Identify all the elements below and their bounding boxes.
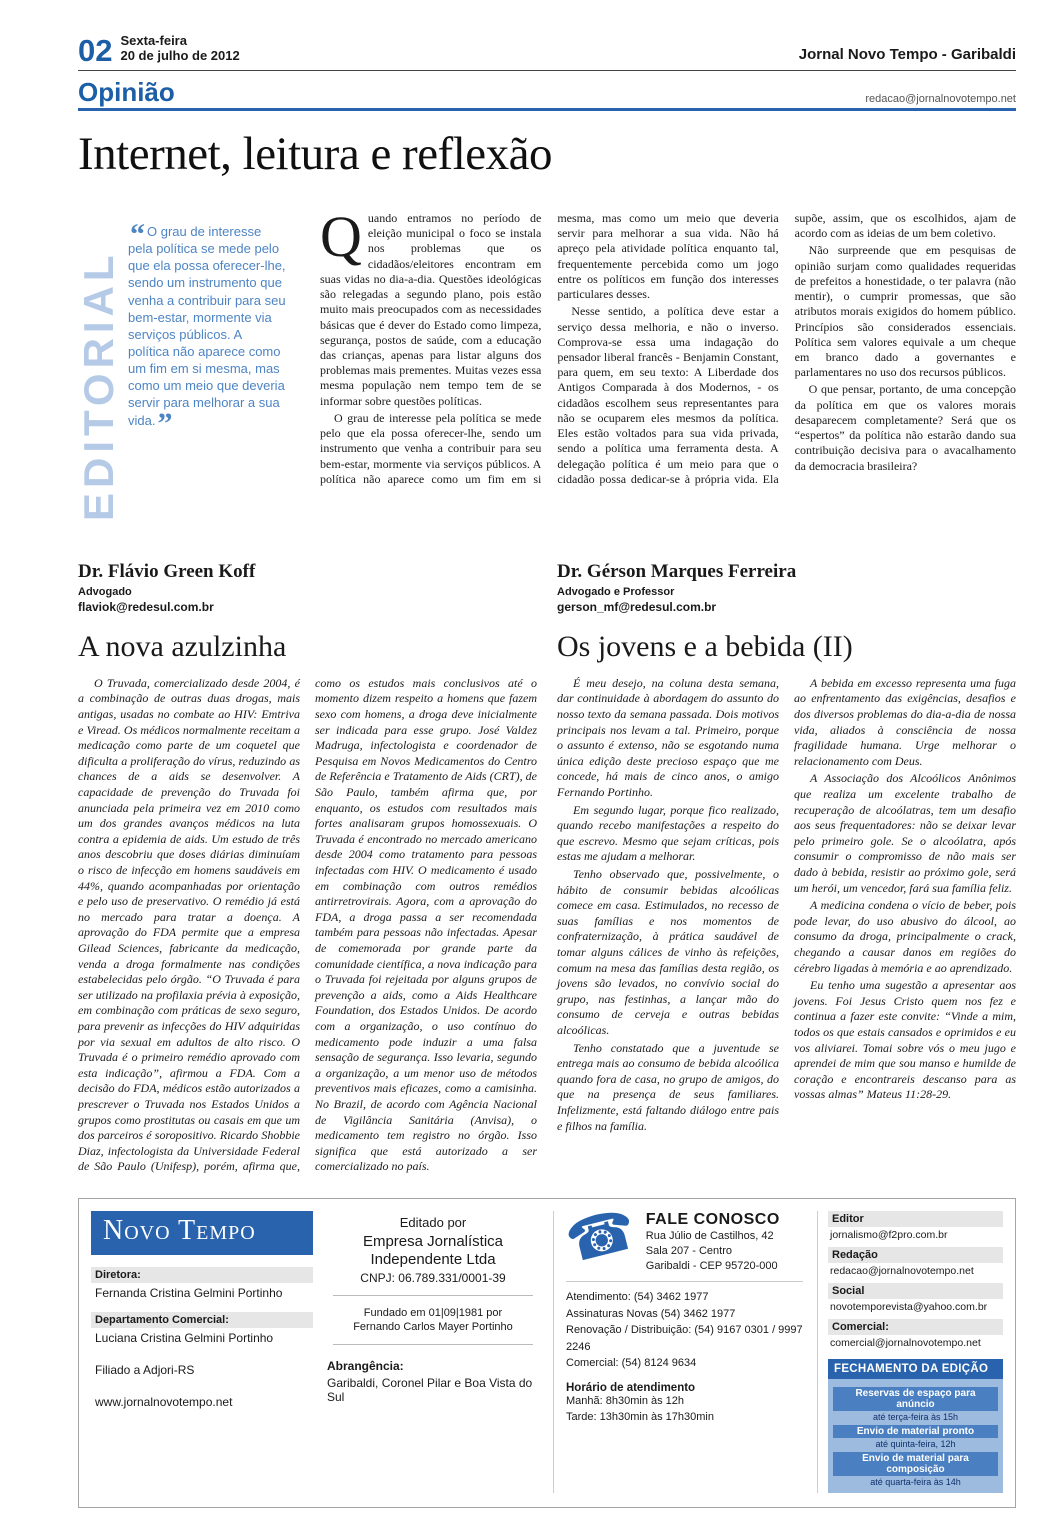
- editorial-paragraph: O que pensar, portanto, de uma concepção da política em que os valores morais desaparecem completamente? Será que os “espertos” da política não estarão dando sua contribuição decisiva para o avacalhamento da democracia brasileira?: [794, 382, 1016, 473]
- editorial-sidebar: [75, 211, 300, 521]
- divider: [333, 1295, 533, 1296]
- colophon-brand-column: [91, 1211, 313, 1493]
- hours-line: Manhã: 8h30min às 12h: [566, 1394, 685, 1407]
- author-email: flaviok@redesul.com.br: [78, 599, 214, 614]
- commercial-dept-name: Luciana Cristina Gelmini Portinho: [95, 1330, 274, 1345]
- email-address: redacao@jornalnovotempo.net: [830, 1264, 974, 1277]
- masthead-left: [78, 32, 240, 68]
- email-entry: [828, 1211, 1003, 1241]
- author-role: Advogado e Professor: [557, 585, 675, 598]
- article-paragraph: A medicina condena o vício de beber, pois pode levar, do uso abusivo do álcool, ao consumo da droga, principalmente o crack, chegando a causar danos em regiões do cérebro ligadas à memória e ao aprendizado.: [794, 898, 1016, 975]
- editorial-pull-quote: [128, 211, 286, 521]
- contact-title-address: [646, 1211, 780, 1274]
- email-entry: [828, 1247, 1003, 1277]
- editorial-paragraph: Não surpreende que em pesquisas de opinião surjam como qualidades requeridas de prefeitos a honestidade, o ter palavra (não mentir), o cumprir promessas, que são atributos morais exigidos do homem público. Princípios são considerados essenciais. Política sem valores equivale a um cheque em branco dado a governantes e parlamentares no uso dos recursos públicos.: [794, 243, 1016, 380]
- author-email: gerson_mf@redesul.com.br: [557, 599, 717, 614]
- weekday: Sexta-feira: [120, 33, 187, 48]
- phone-line: Assinaturas Novas (54) 3462 1977: [566, 1307, 736, 1320]
- closing-deadline: até quarta-feira às 14h: [870, 1476, 961, 1487]
- novo-tempo-logo: Novo Tempo: [91, 1211, 313, 1255]
- date-block: [120, 34, 239, 65]
- article-body: [557, 676, 1016, 1134]
- section-email: redacao@jornalnovotempo.net: [865, 92, 1016, 105]
- article-a-nova-azulzinha: [78, 561, 537, 1176]
- issue-date: 20 de julho de 2012: [120, 47, 240, 63]
- colophon-emails-column: [817, 1211, 1003, 1493]
- email-address: jornalismo@f2pro.com.br: [830, 1228, 948, 1241]
- coverage-area: Garibaldi, Coronel Pilar e Boa Vista do Sul: [327, 1376, 533, 1405]
- quote-mark-open-icon: “: [130, 217, 145, 251]
- pull-quote-text: O grau de interesse pela política se mede pelo que ela possa oferecer-lhe, sendo um instrumento que venha a contribuir para seu bem-estar, mormente via serviços públicos. A política não aparece como um fim em si mesma, mas como um meio que deveria servir para melhorar a sua vida.: [128, 223, 286, 428]
- email-address: comercial@jornalnovotempo.net: [830, 1336, 981, 1349]
- article-paragraph: Tenho constatado que a juventude se entrega mais ao consumo de bebida alcoólica quando fora de casa, no grupo de amigos, do que na presença de seus familiares. Infelizmente, está faltando diálogo entre pais e filhos na família.: [557, 1040, 779, 1133]
- editorial-section: [75, 203, 1016, 521]
- closing-rule: Reservas de espaço para anúncio: [833, 1387, 998, 1411]
- section-title: Opinião: [78, 76, 175, 107]
- editorial-body: [320, 203, 1016, 521]
- address-line: Rua Júlio de Castilhos, 42: [645, 1229, 774, 1242]
- closing-title: FECHAMENTO DA EDIÇÃO: [828, 1359, 1003, 1379]
- articles-row: [78, 561, 1016, 1176]
- article-headline: Os jovens e a bebida (II): [557, 629, 853, 663]
- director-name: Fernanda Cristina Gelmini Portinho: [95, 1285, 283, 1300]
- phone-line: Renovação / Distribuição: (54) 9167 0301 / 9997 2246: [566, 1324, 803, 1353]
- author-name: Dr. Flávio Green Koff: [78, 560, 256, 582]
- editorial-paragraph: Nesse sentido, a política deve estar a serviço dessa melhoria, e não o inverso. Comprova-se essa uma indagação do pensador liberal francês - Benjamin Constant, para quem, em seu texto: A Liberdade dos Antigos Comparada à dos Modernos, - os cidadãos escolhem seus representantes para não se ocuparem eles mesmos da política. Eles estão voltados para sua vida privada, sendo a política uma ferramenta desta. A delegação política é um meio para que o cidadão possa dedicar-se à própria vida. Ela supõe, assim, que os escolhidos, ajam de acordo com as ideias de um bem coletivo.: [557, 210, 1016, 486]
- author-name: Dr. Gérson Marques Ferreira: [557, 560, 797, 582]
- commercial-dept-label: Departamento Comercial:: [91, 1312, 313, 1328]
- phone-line: Atendimento: (54) 3462 1977: [566, 1291, 709, 1304]
- fale-conosco-title: FALE CONOSCO: [645, 1210, 780, 1228]
- email-address: novotemporevista@yahoo.com.br: [830, 1300, 988, 1313]
- page-number: 02: [78, 32, 113, 68]
- contact-address: [646, 1229, 780, 1274]
- email-label: Editor: [828, 1211, 1003, 1227]
- address-line: Garibaldi - CEP 95720-000: [645, 1259, 778, 1272]
- address-line: Sala 207 - Centro: [645, 1244, 732, 1257]
- contact-hours: [566, 1394, 803, 1426]
- editorial-paragraph: Quando entramos no período de eleição municipal o foco se instala nos problemas que os cidadãos/eleitores encontram em suas vidas no dia-a-dia. Questões ideológicas são relegadas a segundo plano, pois estão muito mais preocupados com as necessidades básicas que é dever do Estado como limpeza, segurança, postos de saúde, com a educação das crianças, apenas para listar alguns dos problemas mais prementes. Muitas vezes essa mesma população nem tempo tem de se informar sobre questões políticas.: [320, 203, 542, 408]
- closing-rule: Envio de material pronto: [833, 1425, 998, 1438]
- email-label: Redação: [828, 1247, 1003, 1263]
- closing-deadline: até quinta-feira, 12h: [875, 1438, 956, 1449]
- email-label: Social: [828, 1283, 1003, 1299]
- founded-line: Fundado em 01|09|1981 por Fernando Carlos Mayer Portinho: [353, 1306, 513, 1334]
- contact-phones: [566, 1281, 803, 1372]
- telephone-icon: ☎: [559, 1196, 643, 1275]
- article-paragraph: Eu tenho uma sugestão a apresentar aos jovens. Foi Jesus Cristo quem nos fez e continua a fazer este convite: “Vinde a mim, todos os que estais cansados e oprimidos e eu vos aliviarei. Tomai sobre vós o meu jugo e aprendei de mim que sou manso e humilde de coração e encontrareis descanso para as vossas almas” Mateus 11:28-29.: [794, 978, 1016, 1102]
- email-entry: [828, 1319, 1003, 1349]
- hours-title: Horário de atendimento: [566, 1381, 696, 1394]
- divider: [333, 1344, 533, 1345]
- closing-rule: Envio de material para composição: [833, 1452, 998, 1476]
- editorial-paragraph: O grau de interesse pela política se mede pelo que ela possa oferecer-lhe, sendo um instrumento que venha a contribuir para seu bem-estar, mormente via serviços públicos. A política não aparece como um fim em si mesma, mas como um meio que deveria servir para melhorar a sua vida. Não há apreço pela atividade política enquanto tal, frequentemente percebida como um jogo entre os políticos em função dos interesses particulares desses.: [320, 210, 779, 486]
- article-paragraph: A bebida em excesso representa uma fuga ao enfrentamento das exigências, desafios e dos diversos problemas do dia-a-dia de nossa vida, aliados à consciência de nossa fragilidade humana. Urge melhorar o relacionamento com Deus.: [794, 675, 1016, 768]
- affiliation: Filiado a Adjori-RS: [95, 1362, 195, 1377]
- coverage-label: Abrangência:: [327, 1359, 404, 1374]
- article-os-jovens-e-a-bebida: [557, 561, 1016, 1176]
- article-paragraph: Em segundo lugar, porque fico realizado, quando recebo manifestações a respeito do que escrevo. Mesmo que sejam críticas, pois estas me ajudam a melhorar.: [557, 802, 779, 864]
- director-label: Diretora:: [91, 1267, 313, 1283]
- masthead: [78, 34, 1016, 71]
- phone-line: Comercial: (54) 8124 9634: [566, 1357, 697, 1370]
- article-headline: A nova azulzinha: [78, 629, 287, 663]
- email-entry: [828, 1283, 1003, 1313]
- article-body: [78, 676, 537, 1176]
- contact-header: [559, 1196, 803, 1275]
- main-headline: Internet, leitura e reflexão: [78, 127, 552, 180]
- section-bar: [78, 71, 1016, 111]
- editorial-vertical-label: EDITORIAL: [75, 250, 122, 521]
- email-label: Comercial:: [828, 1319, 1003, 1335]
- closing-body: [828, 1379, 1003, 1493]
- colophon: [78, 1198, 1016, 1508]
- closing-deadline: até terça-feira às 15h: [872, 1411, 959, 1422]
- publisher-name: Empresa Jornalística Independente Ltda: [362, 1232, 504, 1268]
- edited-by-label: Editado por: [399, 1214, 467, 1230]
- colophon-contact-column: [553, 1196, 803, 1493]
- colophon-publisher-column: [327, 1211, 539, 1493]
- journal-name: Jornal Novo Tempo - Garibaldi: [798, 45, 1016, 63]
- article-paragraph: A Associação dos Alcoólicos Anônimos que realiza um excelente trabalho de recuperação de alcoólatras, tem um desafio aos seus frequentadores: não se deixar levar pelo primeiro gole. Se o alcoólatra, após consumir o compromisso de não mais ser dado à bebida, resistir ao próximo gole, será um herói, um vencedor, fará sua família feliz.: [794, 771, 1016, 895]
- hours-line: Tarde: 13h30min às 17h30min: [566, 1410, 714, 1423]
- quote-mark-close-icon: ”: [157, 406, 173, 440]
- website-link[interactable]: www.jornalnovotempo.net: [95, 1394, 233, 1409]
- article-paragraph: É meu desejo, na coluna desta semana, dar continuidade à abordagem do assunto do nosso texto da semana passada. Dois motivos principais nos levam a tal. Primeiro, porque o assunto é extenso, não se esgotando numa única edição deste precioso espaço que me concede, há mais de cinco anos, o amigo Fernando Portinho.: [557, 675, 779, 800]
- publisher-cnpj: CNPJ: 06.789.331/0001-39: [360, 1270, 506, 1285]
- author-role: Advogado: [78, 585, 132, 598]
- article-paragraph: Tenho observado que, possivelmente, o hábito de consumir bebidas alcoólicas comece em casa. Estimulados, no recesso de suas famílias e nos momentos de confraternização, à prática saudável de tomar alguns cálices de vinho às refeições, comum na mesa das famílias desta região, os jovens são levados, no convívio social do grupo, nas festinhas, a lançar mão do consumo de cerveja e outras bebidas alcoólicas.: [557, 867, 779, 1037]
- edition-closing-box: [828, 1359, 1003, 1493]
- article-paragraph: O Truvada, comercializado desde 2004, é a combinação de outras duas drogas, mais antigas, usadas no combate ao HIV: Emtriva e Viread. Os médicos normalmente receitam a medicação como parte de um coquetel que dificulta a proliferação do vírus, reduzindo as chances de a aids se desenvolver. A capacidade de prevenção do Truvada foi anunciada pela primeira vez em 2010 como um dos grandes avanços médicos na luta contra a epidemia de aids. Um estudo de três anos descobriu que doses diárias diminuíam o risco de infecção em homens saudáveis em 44%, quando acompanhadas por orientação e pelo uso de preservativo. O remédio já está no mercado para tratar a doença. A aprovação do FDA permite que a empresa Gilead Sciences, fabricante da medicação, venda a droga formalmente nas condições estabelecidas pelo órgão. “O Truvada é para ser utilizado na profilaxia prévia à exposição, em combinação com práticas de sexo seguro, para prevenir as infecções do HIV adquiridas por via sexual em adultos de alto risco. O Truvada é o primeiro remédio aprovado com esta indicação”, afirmou a FDA. Com a decisão do FDA, médicos estão autorizados a prescrever o Truvada nos Estados Unidos a grupos como prostitutas ou casais em que um dos parceiros é soropositivo. Ricardo Shobbie Diaz, infectologista da Universidade Federal de São Paulo (Unifesp), porém, afirma que, como os estudos mais conclusivos até o momento dizem respeito a homens que fazem sexo com homens, a droga deve inicialmente ser indicada para esse grupo. José Valdez Madruga, infectologista e coordenador de Pesquisa em Novos Medicamentos do Centro de Referência e Tratamento de Aids (CRT), de São Paulo, também afirma que, por enquanto, os estudos com resultados mais fortes analisaram grupos homossexuais. O Truvada é encontrado no mercado americano desde 2004 como tratamento para pessoas infectadas com HIV. O medicamento é usado em combinação com outros remédios antirretrovirais. Agora, com a aprovação do FDA, a droga passa a ser recomendada também para pessoas não infectadas. Apesar de comemorada por grande parte da comunidade científica, a nova indicação para o Truvada foi rejeitada por alguns grupos de prevenção a aids, como a Aids Healthcare Foundation, dos Estados Unidos. De acordo com a organização, o uso contínuo do medicamento pode induzir a uma falsa sensação de segurança. Isso levaria, segundo a organização, a um menor uso de métodos preventivos mais eficazes, como a camisinha. No Brazil, de acordo com Agência Nacional de Vigilância Sanitária (Anvisa), o medicamento tem registro no órgão. Isso significa que está autorizado a ser comercializado no país.: [78, 675, 537, 1174]
